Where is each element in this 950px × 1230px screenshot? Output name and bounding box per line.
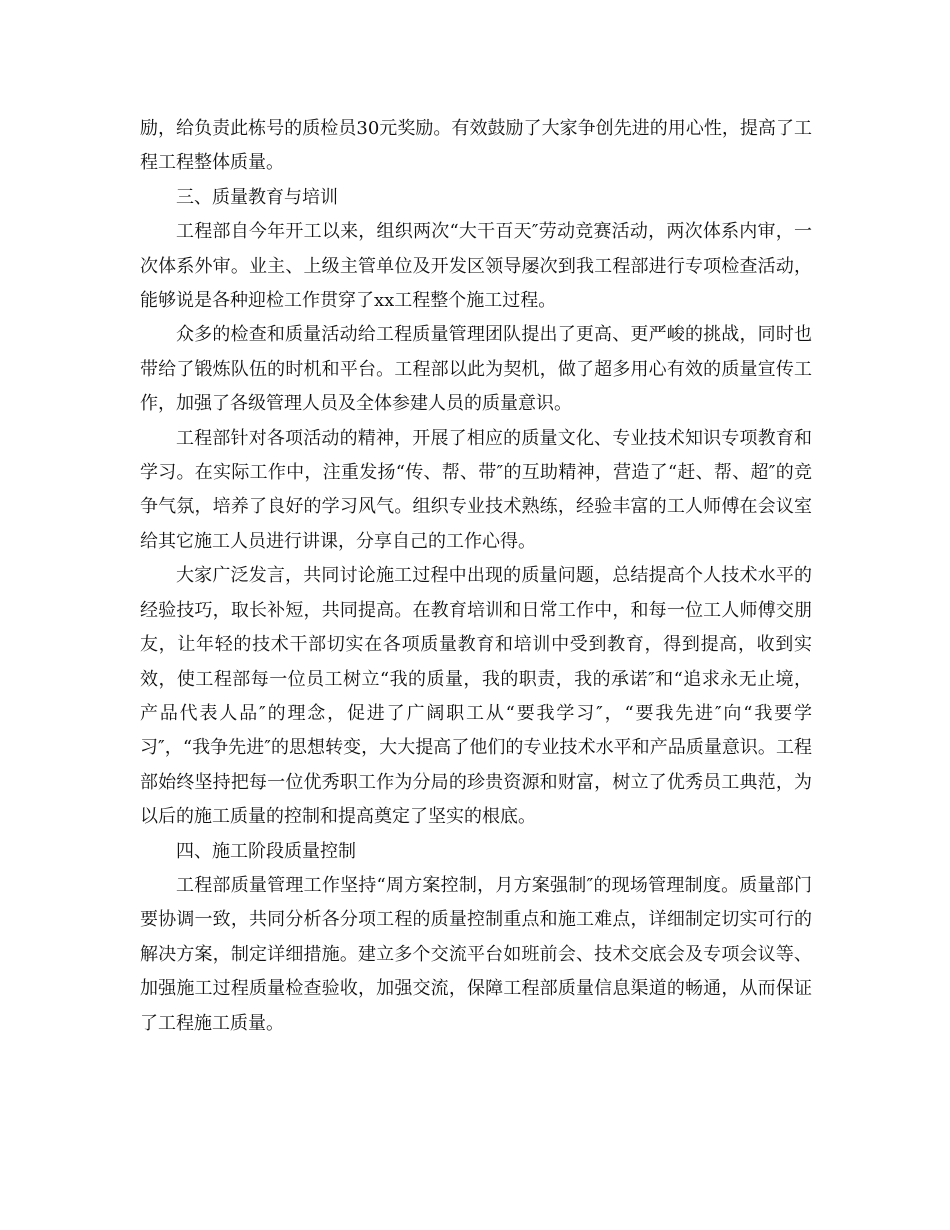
paragraph-continuation: 励，给负责此栋号的质检员30元奖励。有效鼓励了大家争创先进的用心性，提高了工程工程整体质量。 xyxy=(140,118,812,174)
paragraph: 工程部自今年开工以来，组织两次“大干百天″劳动竞赛活动，两次体系内审，一次体系外审。业主、上级主管单位及开发区领导屡次到我工程部进行专项检查活动，能够说是各种迎检工作贯穿了xx工程整个施工过程。 xyxy=(140,221,812,312)
paragraph: 工程部质量管理工作坚持“周方案控制，月方案强制″的现场管理制度。质量部门要协调一致，共同分析各分项工程的质量控制重点和施工难点，详细制定切实可行的解决方案，制定详细措施。建立多个交流平台如班前会、技术交底会及专项会议等、加强施工过程质量检查验收，加强交流，保障工程部质量信息渠道的畅通，从而保证了工程施工质量。 xyxy=(140,874,812,1034)
section-heading-construction-quality-control: 四、施工阶段质量控制 xyxy=(176,840,356,862)
document-body xyxy=(140,112,812,1041)
paragraph: 众多的检查和质量活动给工程质量管理团队提出了更高、更严峻的挑战，同时也带给了锻炼队伍的时机和平台。工程部以此为契机，做了超多用心有效的质量宣传工作，加强了各级管理人员及全体参建人员的质量意识。 xyxy=(140,324,812,415)
section-heading-quality-education: 三、质量教育与培训 xyxy=(176,186,338,208)
paragraph: 工程部针对各项活动的精神，开展了相应的质量文化、专业技术知识专项教育和学习。在实际工作中，注重发扬“传、帮、带″的互助精神，营造了“赶、帮、超″的竞争气氛，培养了良好的学习风气。组织专业技术熟练，经验丰富的工人师傅在会议室给其它施工人员进行讲课，分享自己的工作心得。 xyxy=(140,427,812,552)
paragraph: 大家广泛发言，共同讨论施工过程中出现的质量问题，总结提高个人技术水平的经验技巧，取长补短，共同提高。在教育培训和日常工作中，和每一位工人师傅交朋友，让年轻的技术干部切实在各项质量教育和培训中受到教育，得到提高，收到实效，使工程部每一位员工树立“我的质量，我的职责，我的承诺″和“追求永无止境，产品代表人品″的理念，促进了广阔职工从“要我学习″，“要我先进″向“我要学习″，“我争先进″的思想转变，大大提高了他们的专业技术水平和产品质量意识。工程部始终坚持把每一位优秀职工作为分局的珍贵资源和财富，树立了优秀员工典范，为以后的施工质量的控制和提高奠定了坚实的根底。 xyxy=(140,565,812,828)
